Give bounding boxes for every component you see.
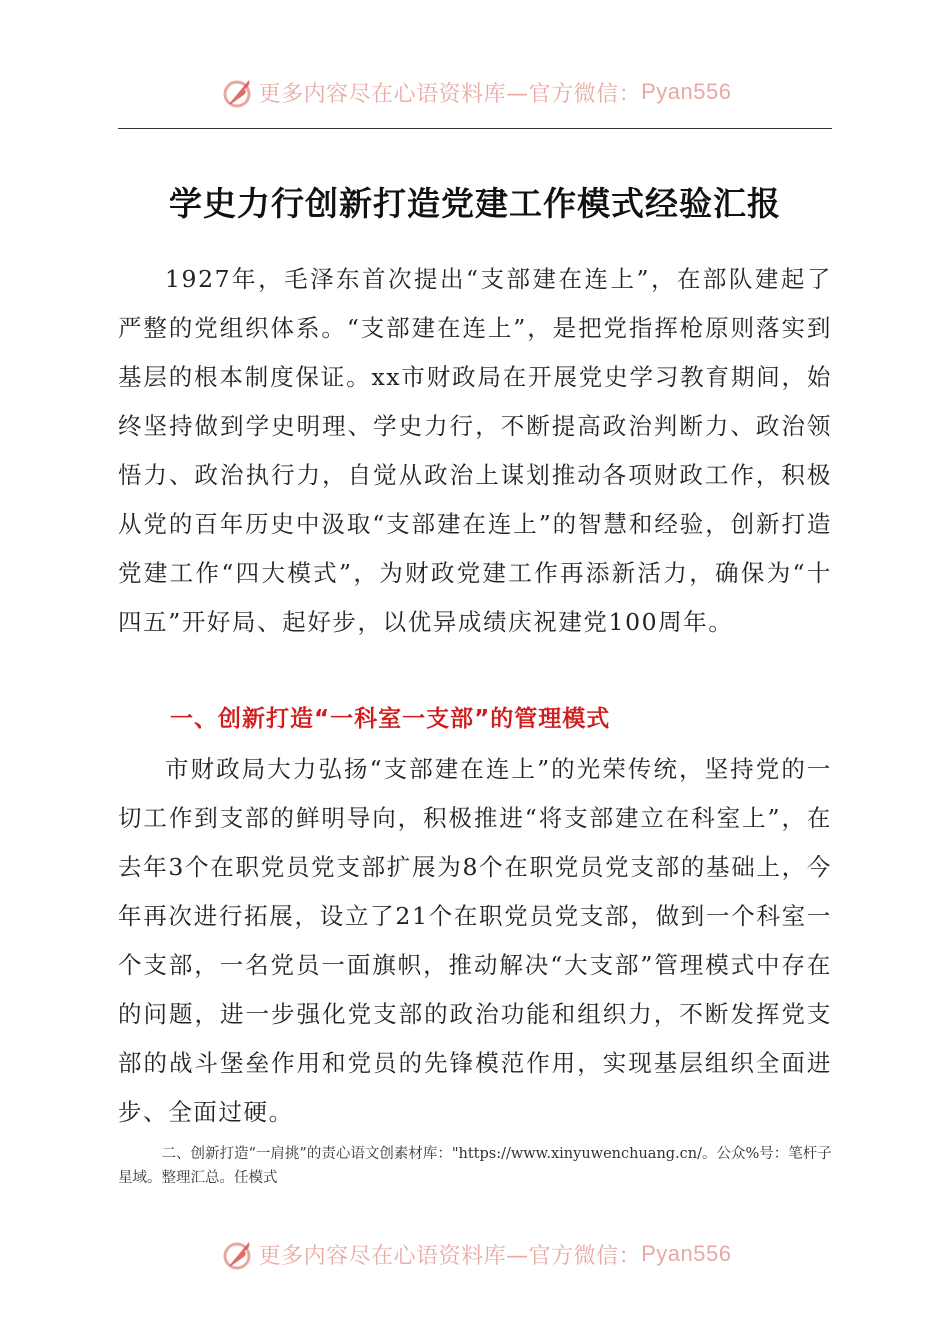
watermark-wechat-id: Pyan556 [641,79,732,104]
watermark-wechat-id: Pyan556 [641,1241,732,1266]
paragraph-intro: 1927年，毛泽东首次提出“支部建在连上”，在部队建起了严整的党组织体系。“支部建在连上”，是把党指挥枪原则落实到基层的根本制度保证。xx市财政局在开展党史学习教育期间，始终坚持做到学史明理、学史力行，不断提高政治判断力、政治领悟力、政治执行力，自觉从政治上谋划推动各项财政工作，积极从党的百年历史中汲取“支部建在连上”的智慧和经验，创新打造党建工作“四大模式”，为财政党建工作再添新活力，确保为“十四五”开好局、起好步，以优异成绩庆祝建党100周年。 [118,265,832,636]
watermark-header [0,74,950,110]
quill-pen-logo-icon [219,1236,255,1272]
header-rule [118,128,832,129]
watermark-text: 更多内容尽在心语资料库—官方微信： [258,1243,642,1269]
quill-pen-logo-icon [219,74,255,110]
watermark-footer [0,1236,950,1272]
paragraph-section-1: 市财政局大力弘扬“支部建在连上”的光荣传统，坚持党的一切工作到支部的鲜明导向，积极推进“将支部建立在科室上”，在去年3个在职党员党支部扩展为8个在职党员党支部的基础上，今年再次进行拓展，设立了21个在职党员党支部，做到一个科室一个支部，一名党员一面旗帜，推动解决“大支部”管理模式中存在的问题，进一步强化党支部的政治功能和组织力，不断发挥党支部的战斗堡垒作用和党员的先锋模范作用，实现基层组织全面进步、全面过硬。 [118,755,832,1126]
document-title: 学史力行创新打造党建工作模式经验汇报 [169,184,781,223]
section-heading-1: 一、创新打造“一科室一支部”的管理模式 [170,706,611,732]
watermark-text: 更多内容尽在心语资料库—官方微信： [258,81,642,107]
footnote-text: 二、创新打造“一肩挑”的责心语文创素材库："https://www.xinyuwenchuang.cn/。公众%号：笔杆子星域。整理汇总。任模式 [118,1146,832,1186]
